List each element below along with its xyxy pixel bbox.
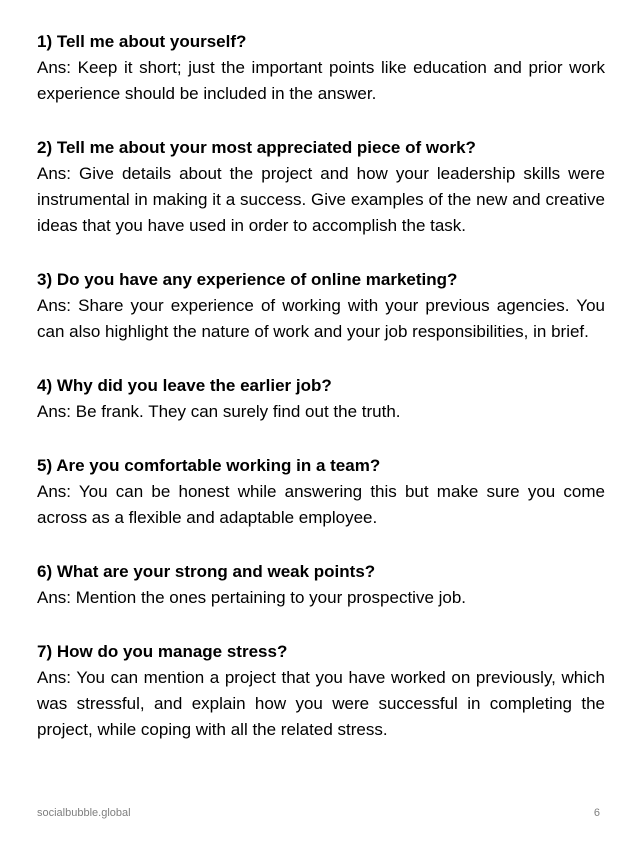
answer: Ans: You can be honest while answering this but make sure you come across as a flexible and adaptable employee. [37, 482, 605, 527]
answer: Ans: Share your experience of working with your previous agencies. You can also highlight the nature of work and your job responsibilities, in brief. [37, 296, 605, 341]
page-number: 6 [593, 807, 600, 819]
qa-item-7 [37, 639, 605, 743]
footer-source: socialbubble.global [37, 807, 131, 819]
qa-item-4 [37, 373, 605, 425]
answer: Ans: Be frank. They can surely find out the truth. [37, 402, 401, 421]
qa-item-6 [37, 559, 605, 611]
answer: Ans: Keep it short; just the important points like education and prior work experience should be included in the answer. [37, 58, 605, 103]
qa-item-2 [37, 135, 605, 239]
qa-list [37, 29, 605, 771]
question: 7) How do you manage stress? [37, 642, 288, 661]
qa-item-5 [37, 453, 605, 531]
answer: Ans: Give details about the project and how your leadership skills were instrumental in making it a success. Give examples of the new and creative ideas that you have used in order to accomplish the task. [37, 164, 605, 235]
answer: Ans: Mention the ones pertaining to your prospective job. [37, 588, 467, 607]
question: 6) What are your strong and weak points? [37, 562, 376, 581]
page-footer [37, 807, 600, 819]
question: 4) Why did you leave the earlier job? [37, 376, 332, 395]
answer: Ans: You can mention a project that you have worked on previously, which was stressful, and explain how you were successful in completing the project, while coping with all the related stress. [37, 668, 605, 739]
question: 1) Tell me about yourself? [37, 32, 247, 51]
qa-item-1 [37, 29, 605, 107]
question: 5) Are you comfortable working in a team? [37, 456, 381, 475]
question: 2) Tell me about your most appreciated piece of work? [37, 138, 476, 157]
qa-item-3 [37, 267, 605, 345]
question: 3) Do you have any experience of online marketing? [37, 270, 458, 289]
